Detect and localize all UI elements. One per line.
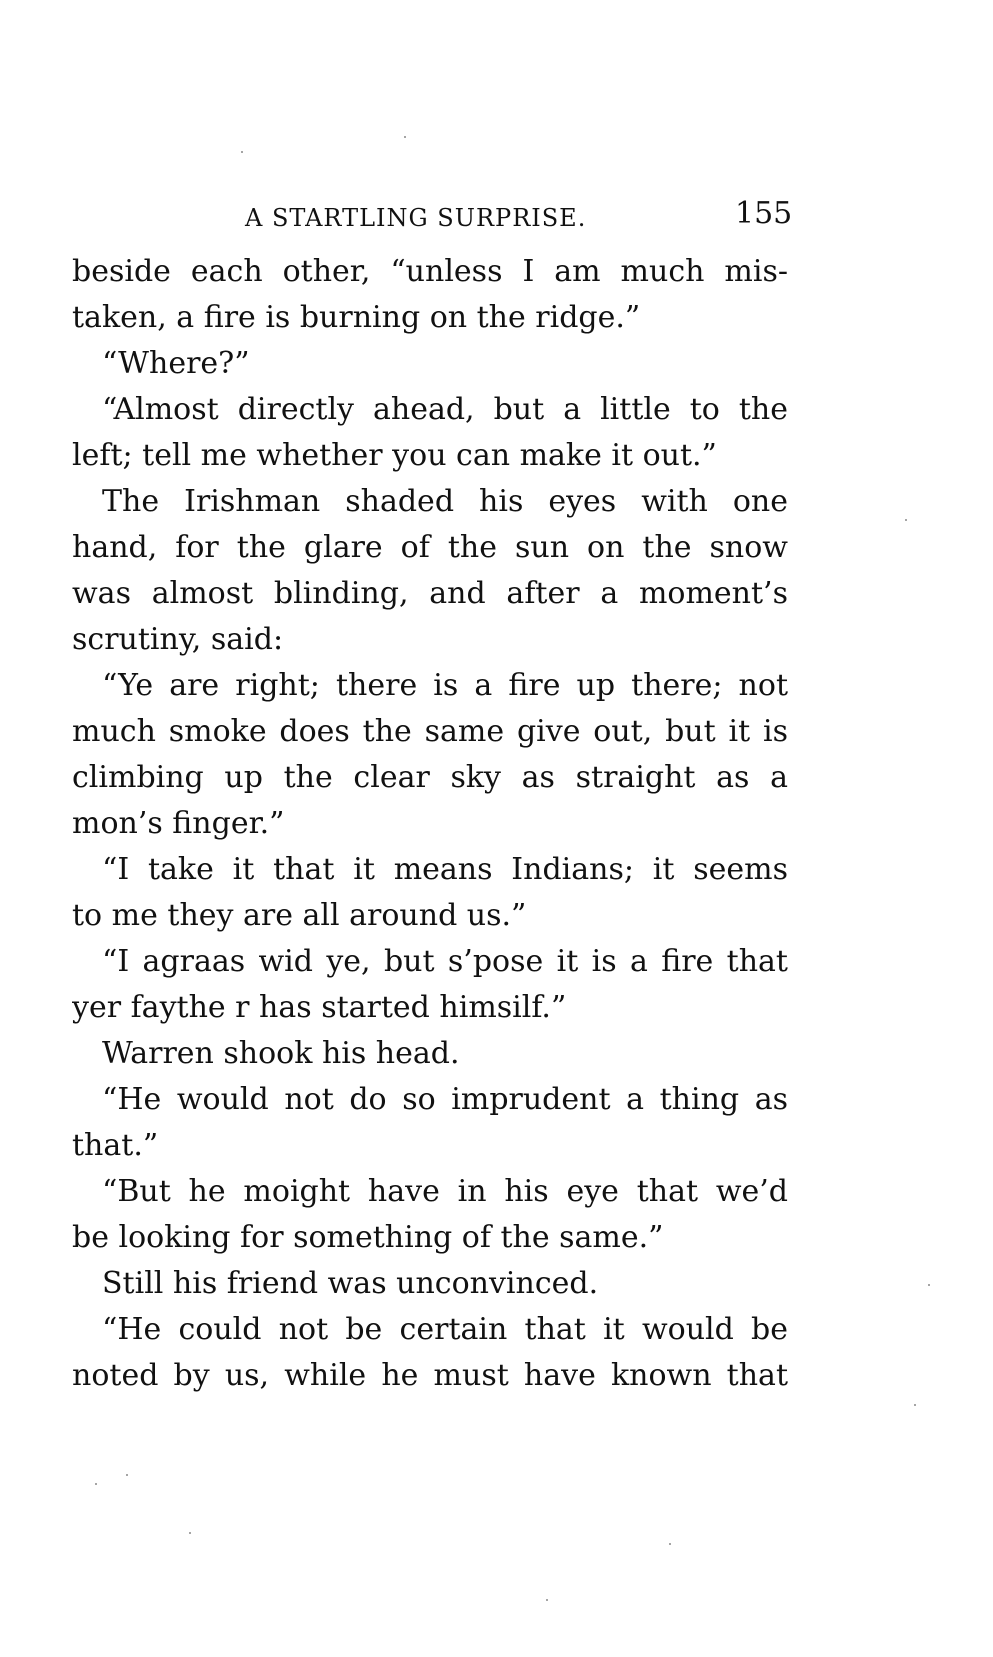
text-line-9: scrutiny, said: [72, 622, 284, 657]
text-line-16: “I agraas wid ye, but s’pose it is a fire that [102, 944, 788, 979]
text-line-22: be looking for something of the same.” [72, 1220, 664, 1255]
text-line-13: mon’s finger.” [72, 806, 285, 841]
text-line-12: climbing up the clear sky as straight as a [72, 760, 788, 795]
text-line-17: yer faythe r has started himsilf.” [72, 990, 567, 1025]
text-line-2: taken, a fire is burning on the ridge.” [72, 300, 641, 335]
text-line-15: to me they are all around us.” [72, 898, 527, 933]
scan-speck [126, 1474, 128, 1476]
text-line-7: hand, for the glare of the sun on the snow [72, 530, 788, 565]
text-line-5: left; tell me whether you can make it out.” [72, 438, 717, 473]
scan-speck [928, 1284, 930, 1286]
text-line-21: “But he moight have in his eye that we’d [102, 1174, 788, 1209]
text-line-25: noted by us, while he must have known that [72, 1358, 788, 1393]
scan-speck [95, 1483, 97, 1485]
text-line-8: was almost blinding, and after a moment’s [72, 576, 788, 611]
text-line-4: “Almost directly ahead, but a little to the [102, 392, 788, 427]
text-line-20: that.” [72, 1128, 159, 1163]
page-number: 155 [735, 196, 793, 231]
scan-speck [404, 136, 406, 138]
scan-speck [241, 151, 243, 153]
text-line-24: “He could not be certain that it would be [102, 1312, 788, 1347]
text-line-23: Still his friend was unconvinced. [102, 1266, 599, 1301]
scan-speck [905, 519, 907, 521]
text-line-11: much smoke does the same give out, but it is [72, 714, 788, 749]
text-line-18: Warren shook his head. [102, 1036, 460, 1071]
scan-speck [914, 1404, 916, 1406]
scan-speck [669, 1543, 671, 1545]
text-line-1: beside each other, “unless I am much mis- [72, 254, 788, 289]
text-line-10: “Ye are right; there is a fire up there; not [102, 668, 788, 703]
text-line-19: “He would not do so imprudent a thing as [102, 1082, 788, 1117]
text-line-3: “Where?” [102, 346, 250, 381]
text-line-14: “I take it that it means Indians; it seems [102, 852, 788, 887]
scan-speck [189, 1532, 191, 1534]
scan-speck [546, 1599, 548, 1601]
page-header [0, 196, 993, 236]
text-line-6: The Irishman shaded his eyes with one [102, 484, 788, 519]
running-head: A STARTLING SURPRISE. [245, 204, 587, 232]
